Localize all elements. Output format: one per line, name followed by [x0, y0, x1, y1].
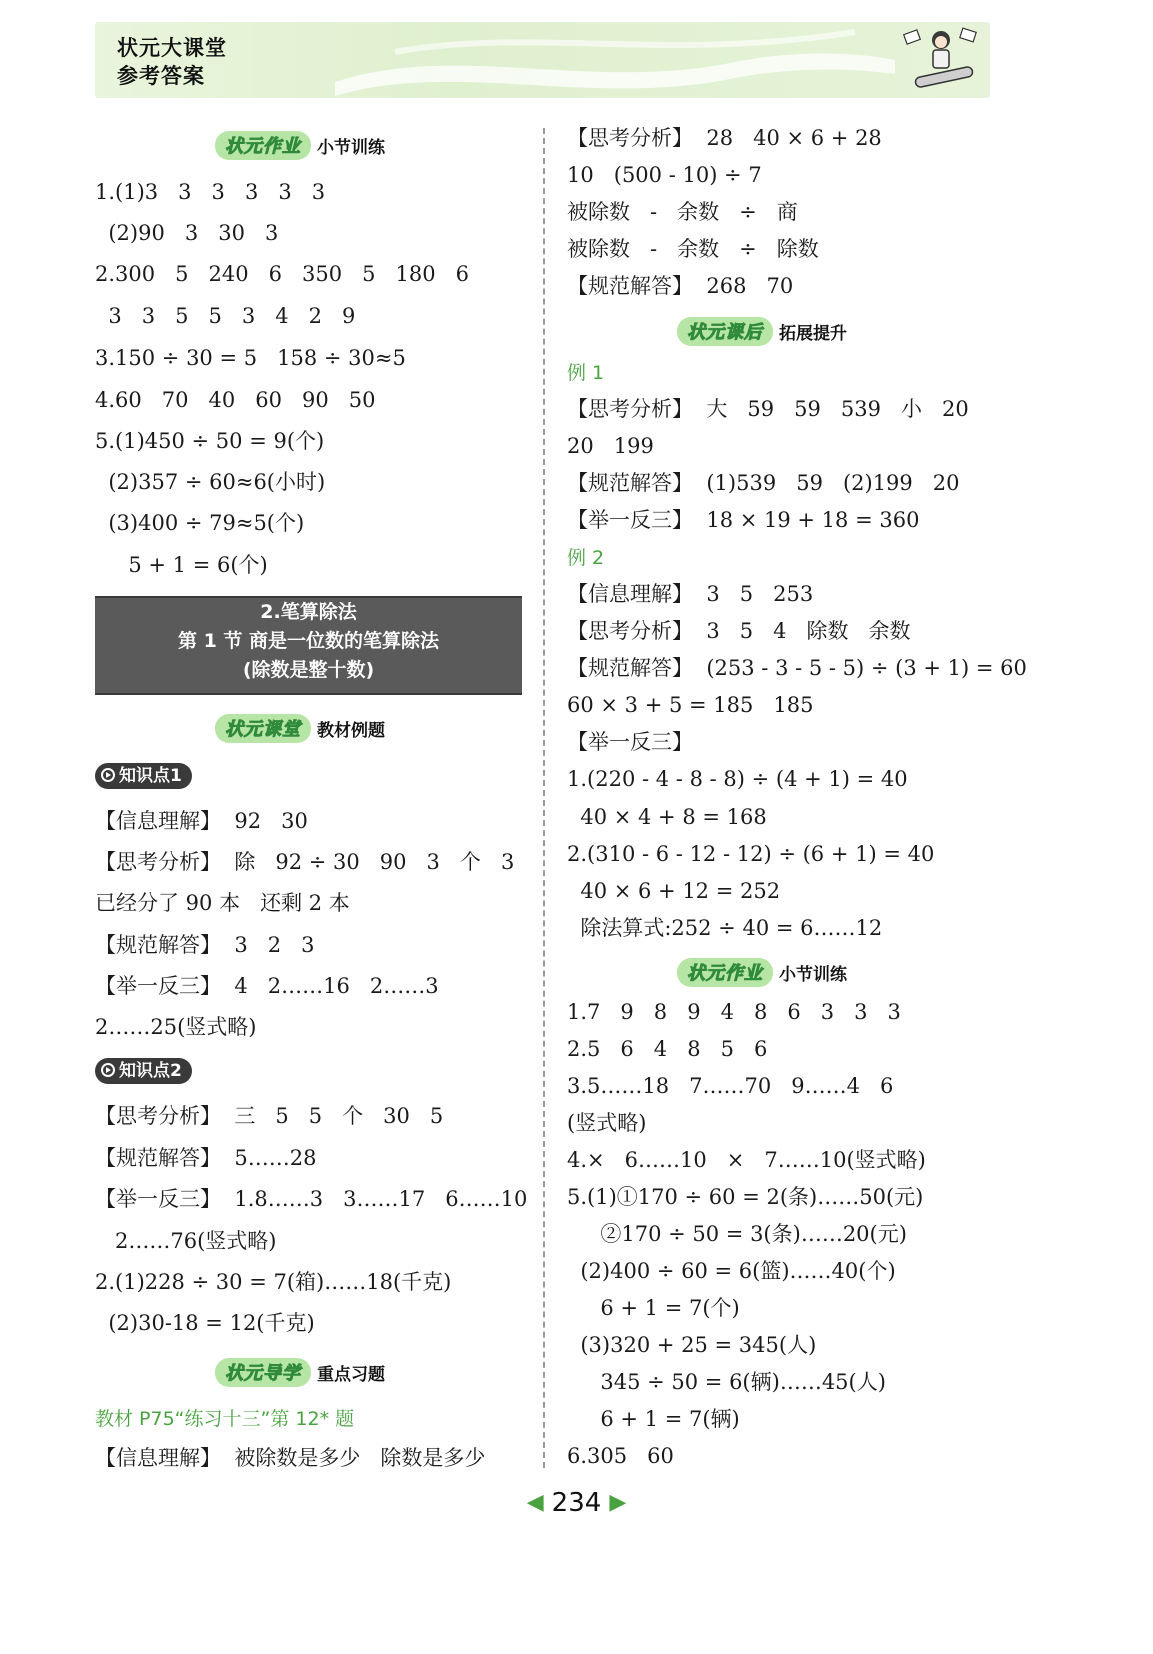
knowledge-point-2-tag: 知识点2	[95, 1058, 192, 1084]
right-arrow-icon: ▶	[609, 1490, 627, 1515]
answer-line: 2.(1)228 ÷ 30 = 7(箱)……18(千克)	[95, 1270, 452, 1294]
badge-subtitle: 重点习题	[317, 1364, 385, 1385]
badge-subtitle: 拓展提升	[779, 323, 847, 344]
answer-line: 2……25(竖式略)	[95, 1015, 257, 1039]
answer-line: ②170 ÷ 50 = 3(条)……20(元)	[567, 1222, 907, 1246]
play-icon	[101, 1063, 115, 1077]
answer-line: (2)400 ÷ 60 = 6(篮)……40(个)	[567, 1259, 896, 1283]
badge-homework-left	[215, 130, 385, 160]
answer-line: 被除数 - 余数 ÷ 商	[567, 200, 798, 224]
answer-line: 【规范解答】 (1)539 59 (2)199 20	[567, 471, 960, 495]
left-arrow-icon: ◀	[526, 1490, 544, 1515]
answer-line: 4.60 70 40 60 90 50	[95, 388, 376, 412]
badge-label: 状元导学	[215, 1358, 311, 1387]
answer-line: 2.5 6 4 8 5 6	[567, 1037, 768, 1061]
page-number-value: 234	[551, 1488, 602, 1518]
badge-after-class	[677, 316, 847, 346]
answer-line: 2.300 5 240 6 350 5 180 6	[95, 262, 469, 286]
section-banner	[95, 596, 522, 695]
answer-line: (2)30-18 = 12(千克)	[95, 1311, 315, 1335]
section-subtitle: 第 1 节 商是一位数的笔算除法	[177, 630, 440, 652]
answer-line: 5.(1)①170 ÷ 60 = 2(条)……50(元)	[567, 1185, 924, 1209]
answer-line: 5 + 1 = 6(个)	[95, 553, 268, 577]
answer-line: (3)320 + 25 = 345(人)	[567, 1333, 817, 1357]
badge-label: 状元课后	[677, 317, 773, 346]
page-number	[0, 1488, 1153, 1518]
answer-line: 2……76(竖式略)	[95, 1229, 277, 1253]
column-divider	[543, 128, 545, 1468]
play-icon	[101, 768, 115, 782]
answer-line: (2)90 3 30 3	[95, 221, 279, 245]
header-title-line2: 参考答案	[117, 64, 205, 88]
answer-line: 【举一反三】 18 × 19 + 18 = 360	[567, 508, 920, 532]
answer-line: 【思考分析】 除 92 ÷ 30 90 3 个 3	[95, 850, 515, 874]
badge-subtitle: 小节训练	[317, 137, 385, 158]
header-title-line1: 状元大课堂	[117, 36, 227, 60]
answer-line: 6 + 1 = 7(辆)	[567, 1407, 740, 1431]
answer-line: 345 ÷ 50 = 6(辆)……45(人)	[567, 1370, 886, 1394]
badge-guide	[215, 1357, 385, 1387]
answer-line: 3.150 ÷ 30 = 5 158 ÷ 30≈5	[95, 346, 406, 370]
answer-line: 已经分了 90 本 还剩 2 本	[95, 891, 350, 915]
badge-subtitle: 教材例题	[317, 720, 385, 741]
answer-line: 60 × 3 + 5 = 185 185	[567, 693, 814, 717]
textbook-reference: 教材 P75“练习十三”第 12* 题	[95, 1408, 355, 1430]
answer-line: 40 × 6 + 12 = 252	[567, 879, 781, 903]
example-2-label: 例 2	[567, 547, 605, 569]
header-title	[117, 34, 227, 90]
answer-line: 【思考分析】 大 59 59 539 小 20	[567, 397, 969, 421]
answer-line: 【信息理解】 3 5 253	[567, 582, 814, 606]
answer-line: 5.(1)450 ÷ 50 = 9(个)	[95, 429, 325, 453]
section-title: 2.笔算除法	[260, 601, 357, 623]
answer-line: (竖式略)	[567, 1111, 647, 1135]
answer-line: 3 3 5 5 3 4 2 9	[95, 304, 356, 328]
answer-line: 10 (500 - 10) ÷ 7	[567, 163, 762, 187]
header-swoosh-decoration	[335, 22, 895, 98]
answer-line: 【规范解答】 3 2 3	[95, 933, 315, 957]
answer-line: 【思考分析】 28 40 × 6 + 28	[567, 126, 882, 150]
answer-line: 【信息理解】 被除数是多少 除数是多少	[95, 1446, 486, 1470]
badge-subtitle: 小节训练	[779, 964, 847, 985]
answer-line: 【信息理解】 92 30	[95, 809, 308, 833]
answer-line: 除法算式:252 ÷ 40 = 6……12	[567, 916, 883, 940]
answer-line: 6 + 1 = 7(个)	[567, 1296, 740, 1320]
answer-line: 【规范解答】 268 70	[567, 274, 794, 298]
reading-child-icon	[895, 24, 987, 96]
badge-label: 状元课堂	[215, 714, 311, 743]
answer-line: 1.7 9 8 9 4 8 6 3 3 3	[567, 1000, 901, 1024]
answer-line: 40 × 4 + 8 = 168	[567, 805, 767, 829]
page-header	[95, 22, 990, 98]
answer-line: 1.(220 - 4 - 8 - 8) ÷ (4 + 1) = 40	[567, 767, 908, 791]
answer-line: 1.(1)3 3 3 3 3 3	[95, 180, 326, 204]
answer-line: 20 199	[567, 434, 654, 458]
answer-line: 【规范解答】 5……28	[95, 1146, 317, 1170]
badge-classroom	[215, 713, 385, 743]
answer-line: (3)400 ÷ 79≈5(个)	[95, 511, 305, 535]
answer-line: 【举一反三】 4 2……16 2……3	[95, 974, 439, 998]
answer-line: 【规范解答】 (253 - 3 - 5 - 5) ÷ (3 + 1) = 60	[567, 656, 1027, 680]
answer-line: 6.305 60	[567, 1444, 674, 1468]
section-note: (除数是整十数)	[242, 659, 375, 681]
knowledge-point-1-tag: 知识点1	[95, 763, 192, 789]
answer-line: 2.(310 - 6 - 12 - 12) ÷ (6 + 1) = 40	[567, 842, 935, 866]
badge-label: 状元作业	[215, 131, 311, 160]
badge-label: 状元作业	[677, 958, 773, 987]
answer-line: 【思考分析】 三 5 5 个 30 5	[95, 1104, 444, 1128]
answer-line: 【举一反三】 1.8……3 3……17 6……10	[95, 1187, 528, 1211]
answer-line: 3.5……18 7……70 9……4 6	[567, 1074, 894, 1098]
answer-line: 被除数 - 余数 ÷ 除数	[567, 237, 819, 261]
answer-line: 【举一反三】	[567, 730, 693, 754]
answer-line: (2)357 ÷ 60≈6(小时)	[95, 470, 326, 494]
answer-line: 4.× 6……10 × 7……10(竖式略)	[567, 1148, 926, 1172]
answer-line: 【思考分析】 3 5 4 除数 余数	[567, 619, 911, 643]
badge-homework-right	[677, 957, 847, 987]
example-1-label: 例 1	[567, 362, 605, 384]
